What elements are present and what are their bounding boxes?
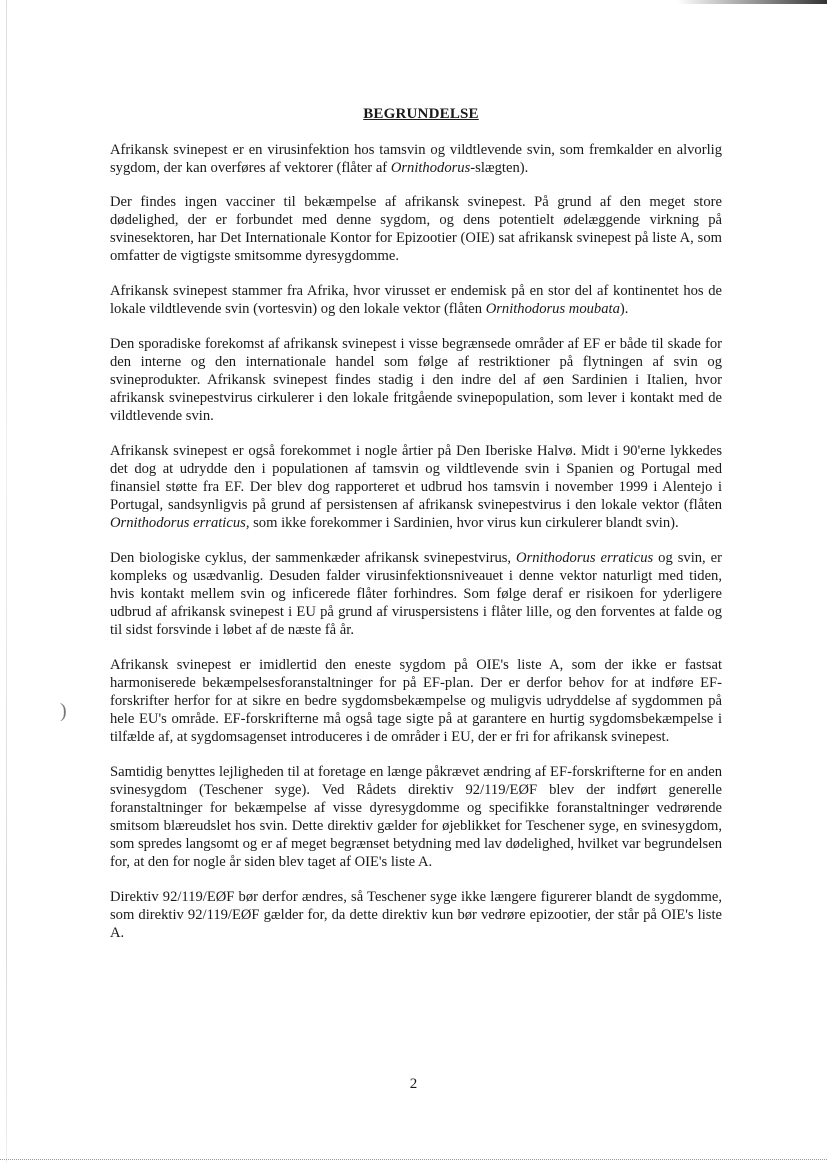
paragraph-text: ).: [619, 301, 629, 317]
scan-speck: ): [60, 700, 67, 722]
body-paragraph: [110, 763, 722, 871]
body-paragraph: [110, 888, 722, 942]
body-paragraph: [110, 282, 722, 318]
paragraph-text: Afrikansk svinepest er en virusinfektion hos tamsvin og vildtlevende svin, som fremkalder en alvorlig sygdom, der kan overføres af vektorer (flåter af: [110, 142, 722, 176]
paragraph-text: og svin, er kompleks og usædvanlig. Desuden falder virusinfektionsniveauet i denne vektor naturligt med tiden, hvis kontakt mellem svin og inficerede flåter forhindres. Som følge deraf er risikoen for yderligere udbrud af afrikansk svinepest i EU på grund af viruspersistens i flåter lille, og den forventes at falde og til sidst forsvinde i løbet af de næste få år.: [110, 550, 723, 638]
paragraph-text: -slægten).: [470, 160, 529, 176]
paragraph-text: Den sporadiske forekomst af afrikansk svinepest i visse begrænsede områder af EF er både til skade for den interne og den internationale handel som følge af restriktioner på flytningen af svin og svineprodukter. Afrikansk svinepest findes stadig i den indre del af øen Sardinien i Italien, hvor afrikansk svinepestvirus cirkulerer i den lokale fritgående svinepopulation, som lever i kontakt med de vildtlevende svin.: [110, 336, 722, 424]
italic-term: Ornithodorus: [390, 160, 471, 176]
paragraph-text: Den biologiske cyklus, der sammenkæder afrikansk svinepestvirus,: [110, 550, 517, 566]
paragraph-text: Direktiv 92/119/EØF bør derfor ændres, så Teschener syge ikke længere figurerer blandt de sygdomme, som direktiv 92/119/EØF gælder for, da dette direktiv kun bør vedrøre epizootier, der står på OIE's liste A.: [110, 889, 722, 941]
italic-term: Ornithodorus moubata: [485, 301, 620, 317]
body-paragraph: [110, 442, 722, 532]
paragraph-text: Der findes ingen vacciner til bekæmpelse af afrikansk svinepest. På grund af den meget store dødelighed, der er forbundet med denne sygdom, og dens potentielt ødelæggende virkning på svinesektoren, har Det Internationale Kontor for Epizootier (OIE) sat afrikansk svinepest på liste A, som omfatter de vigtigste smitsomme dyresygdomme.: [110, 194, 722, 264]
body-paragraph: [110, 656, 722, 746]
body-paragraph: [110, 335, 722, 425]
paragraph-text: Afrikansk svinepest er også forekommet i nogle årtier på Den Iberiske Halvø. Midt i 90'erne lykkedes det dog at udrydde den i populationen af tamsvin og vildtlevende svin i Spanien og Portugal med finansiel støtte fra EF. Der blev dog rapporteret et udbrud hos tamsvin i november 1999 i Alentejo i Portugal, sandsynligvis på grund af persistensen af afrikansk svinepestvirus i den lokale vektor (flåten: [110, 443, 722, 513]
paragraph-text: Afrikansk svinepest er imidlertid den eneste sygdom på OIE's liste A, som der ikke er fastsat harmoniserede bekæmpelsesforanstaltninger for på EF-plan. Der er derfor behov for at indføre EF-forskrifter herfor for at sikre en bedre sygdomsbekæmpelse og muligvis udryddelse af sygdommen på hele EU's område. EF-forskrifterne må også tage sigte på at garantere en hurtig sygdomsbekæmpelse i tilfælde af, at sygdomsagenset introduceres i de områder i EU, der er fri for afrikansk svinepest.: [110, 657, 722, 745]
italic-term: Ornithodorus erraticus: [110, 515, 246, 531]
document-heading: BEGRUNDELSE: [363, 106, 479, 122]
body-paragraph: [110, 141, 722, 177]
scan-edge-top: [677, 0, 827, 4]
body-paragraph: [110, 193, 722, 265]
paragraph-text: , som ikke forekommer i Sardinien, hvor virus kun cirkulerer blandt svin).: [245, 515, 679, 531]
document-body: [110, 141, 722, 959]
scan-edge-left: [6, 0, 7, 1163]
scan-edge-bottom: [0, 1159, 827, 1161]
paragraph-text: Afrikansk svinepest stammer fra Afrika, hvor virusset er endemisk på en stor del af kontinentet hos de lokale vildtlevende svin (vortesvin) og den lokale vektor (flåten: [110, 283, 722, 317]
page-number: 2: [409, 1076, 418, 1092]
italic-term: Ornithodorus erraticus: [516, 550, 654, 566]
body-paragraph: [110, 549, 722, 639]
paragraph-text: Samtidig benyttes lejligheden til at foretage en længe påkrævet ændring af EF-forskrifterne for en anden svinesygdom (Teschener syge). Ved Rådets direktiv 92/119/EØF blev der indført generelle foranstaltninger for bekæmpelse af visse dyresygdomme og specifikke foranstaltninger vedrørende smitsom blæreudslet hos svin. Dette direktiv gælder for øjeblikket for Teschener syge, en svinesygdom, som spredes langsomt og er af meget begrænset betydning med lav dødelighed, hvilket var begrundelsen for, at den for nogle år siden blev taget af OIE's liste A.: [110, 764, 722, 870]
